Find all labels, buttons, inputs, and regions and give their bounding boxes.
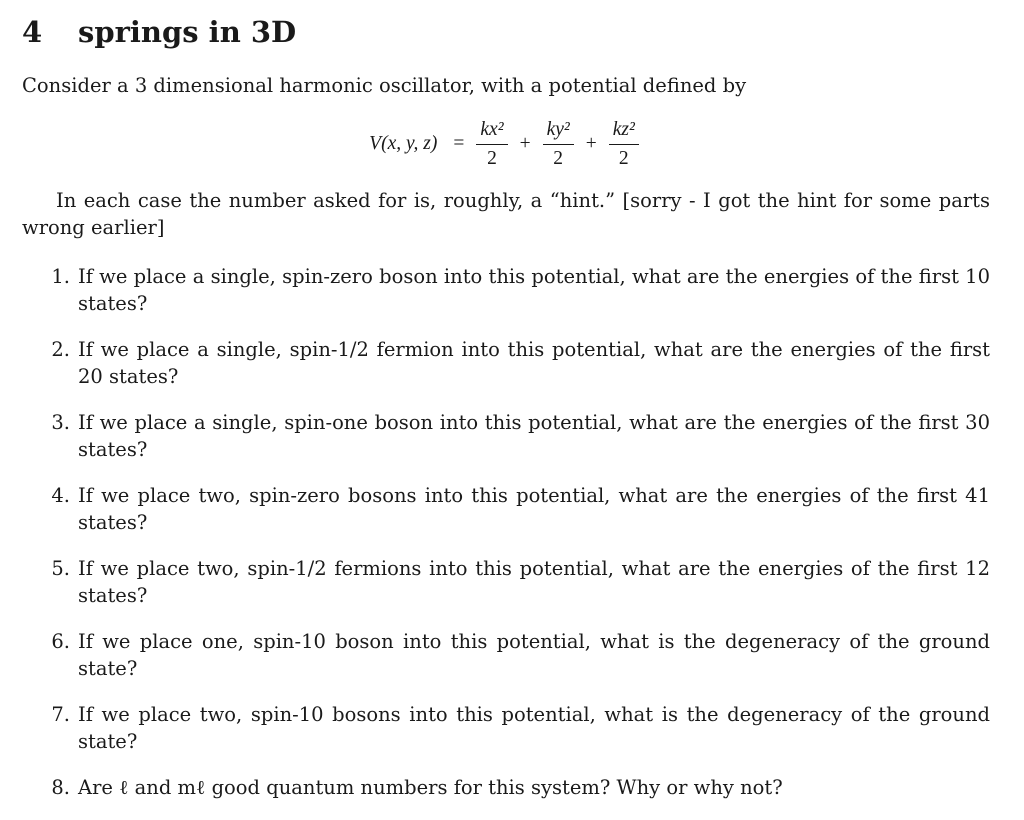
potential-equation bbox=[22, 111, 990, 177]
question-number: 1. bbox=[51, 265, 70, 288]
list-item bbox=[22, 409, 990, 463]
list-item bbox=[22, 482, 990, 536]
term-z-numerator: kz² bbox=[609, 118, 639, 145]
list-item bbox=[22, 555, 990, 609]
intro-paragraph: Consider a 3 dimensional harmonic oscillator, with a potential defined by bbox=[22, 74, 747, 97]
section-title: springs in 3D bbox=[78, 15, 297, 49]
term-x-denominator: 2 bbox=[487, 147, 497, 169]
question-number: 4. bbox=[51, 484, 70, 507]
equation-lhs: V(x, y, z) bbox=[369, 133, 438, 154]
question-text: If we place two, spin-10 bosons into this potential, what is the degeneracy of the ground state? bbox=[78, 703, 990, 753]
question-text: If we place a single, spin-1/2 fermion into this potential, what are the energies of the first 20 states? bbox=[78, 338, 990, 388]
question-number: 5. bbox=[51, 557, 70, 580]
equation-term-z bbox=[609, 118, 639, 171]
question-number: 2. bbox=[51, 338, 70, 361]
question-text: If we place a single, spin-zero boson into this potential, what are the energies of the first 10 states? bbox=[78, 265, 990, 315]
list-item bbox=[22, 628, 990, 682]
question-number: 7. bbox=[51, 703, 70, 726]
term-x-numerator: kx² bbox=[476, 118, 507, 145]
question-number: 8. bbox=[51, 776, 70, 799]
list-item bbox=[22, 774, 990, 801]
question-list bbox=[22, 263, 990, 801]
list-item bbox=[22, 263, 990, 317]
equation-term-y bbox=[543, 118, 574, 171]
section-heading bbox=[22, 10, 990, 54]
equation-term-x bbox=[476, 118, 507, 171]
term-y-numerator: ky² bbox=[543, 118, 574, 145]
question-number: 3. bbox=[51, 411, 70, 434]
term-z-denominator: 2 bbox=[618, 147, 629, 169]
section-number: 4 bbox=[22, 15, 43, 49]
question-text: If we place one, spin-10 boson into this potential, what is the degeneracy of the ground state? bbox=[78, 630, 990, 680]
question-number: 6. bbox=[51, 630, 70, 653]
question-text: Are ℓ and mℓ good quantum numbers for this system? Why or why not? bbox=[78, 776, 783, 799]
document-page bbox=[22, 10, 990, 820]
equation-plus: + bbox=[585, 133, 597, 154]
question-text: If we place two, spin-zero bosons into this potential, what are the energies of the first 41 states? bbox=[78, 484, 990, 534]
equation-plus: + bbox=[519, 133, 531, 154]
question-text: If we place a single, spin-one boson into this potential, what are the energies of the first 30 states? bbox=[78, 411, 990, 461]
list-item bbox=[22, 701, 990, 755]
question-text: If we place two, spin-1/2 fermions into this potential, what are the energies of the first 12 states? bbox=[78, 557, 990, 607]
term-y-denominator: 2 bbox=[553, 147, 564, 169]
list-item bbox=[22, 336, 990, 390]
equation-equals: = bbox=[453, 133, 465, 154]
hint-paragraph: In each case the number asked for is, roughly, a “hint.” [sorry - I got the hint for some parts wrong earlier] bbox=[22, 189, 990, 239]
